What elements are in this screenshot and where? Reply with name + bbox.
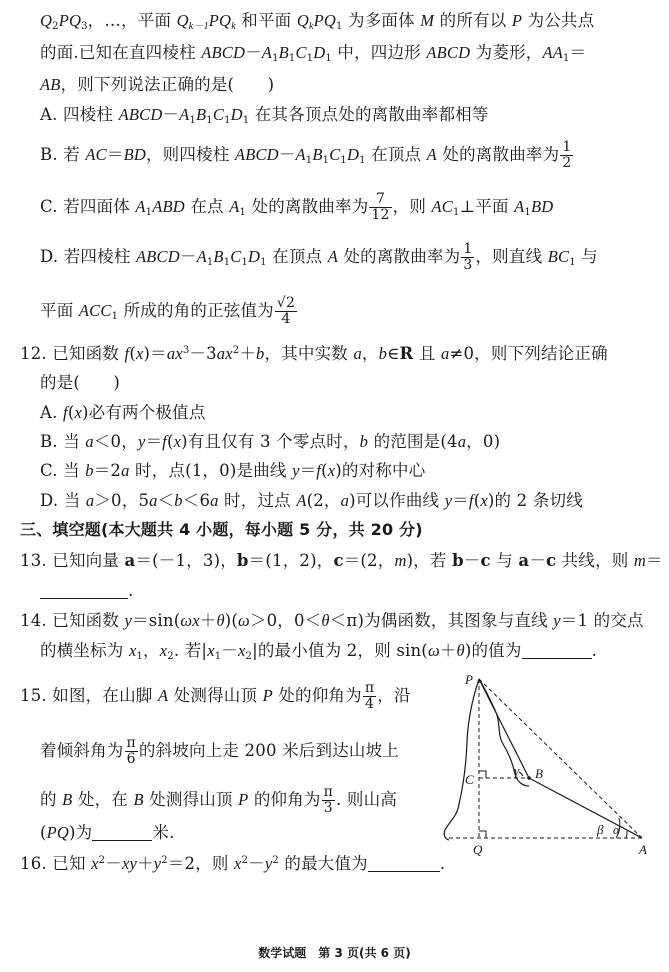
q15-line-4: (PQ)为 米. [40, 823, 175, 842]
right-angle-C [479, 771, 486, 778]
q12-option-c: C. 当 b＝2a 时，点(1，0)是曲线 y＝f(x)的对称中心 [40, 461, 426, 480]
line-PA [479, 679, 642, 838]
q13-line-1: 13. 已知向量 a＝(－1，3)，b＝(1，2)，c＝(2，m)，若 b－c 与 a－c 共线，则 m＝ [20, 551, 663, 570]
label-alpha: α [613, 822, 620, 837]
q12-option-b: B. 当 a＜0，y＝f(x)有且仅有 3 个零点时，b 的范围是(4a，0) [40, 432, 501, 451]
fraction-one-half: $\frac{1}{2}$ [562, 139, 572, 171]
q11-line-1: $Q_2PQ_3$，…，平面 $Q_{k-1}PQ_k$ 和平面 $Q_kPQ_1$ 为多面体 M 的所有以 P 为公共点 [40, 11, 595, 32]
fraction-pi-over-6: $\frac{\pi}{6}$ [126, 735, 136, 767]
q11-option-d-cont: 平面 $ACC_1$ 所成的角的正弦值为 $\frac{√2}{4}$ [40, 295, 296, 327]
fraction-seven-twelfths: $\frac{7}{12}$ [371, 191, 390, 223]
q11-line-2: 的面.已知在直四棱柱 $ABCD-A_1B_1C_1D_1$ 中，四边形 ABCD 为菱形，$AA_1=$ [40, 43, 587, 64]
q15-line-1: 15. 如图，在山脚 A 处测得山顶 P 处的仰角为 $\frac{\pi}{4}$ ，沿 [20, 680, 411, 712]
q12-option-a: A. f(x)必有两个极值点 [40, 403, 206, 422]
mountain-figure [435, 672, 660, 862]
q11-option-b: B. 若 AC＝BD，则四棱柱 $ABCD-A_1B_1C_1D_1$ 在顶点 A 处的离散曲率为 $\frac{1}{2}$ [40, 139, 572, 171]
q13-answer-blank[interactable] [40, 582, 128, 599]
label-Q: Q [473, 842, 483, 857]
label-A: A [639, 842, 647, 857]
label-B: B [535, 766, 543, 781]
q15-answer-blank[interactable] [92, 824, 152, 841]
page-footer: 数学试题 第 3 页(共 6 页) [258, 946, 411, 960]
arc-alpha [626, 831, 627, 838]
q12-option-d: D. 当 a＞0，5a＜b＜6a 时，过点 A(2，a)可以作曲线 y＝f(x)的 2 条切线 [40, 491, 583, 510]
q11-option-a: A. 四棱柱 $ABCD-A_1B_1C_1D_1$ 在其各顶点处的离散曲率都相等 [40, 105, 489, 126]
q16-answer-blank[interactable] [368, 855, 440, 872]
q13-answer-line: . [40, 580, 133, 602]
q11-option-d: D. 若四棱柱 $ABCD-A_1B_1C_1D_1$ 在顶点 A 处的离散曲率为 $\frac{1}{3}$ ，则直线 $BC_1$ 与 [40, 241, 598, 273]
q15-line-2: 着倾斜角为 $\frac{\pi}{6}$ 的斜坡向上走 200 米后到达山坡上 [40, 735, 399, 767]
mountain-outline [444, 679, 479, 840]
q15-line-3: 的 B 处，在 B 处测得山顶 P 的仰角为 $\frac{\pi}{3}$ . 则山高 [40, 784, 398, 816]
fraction-pi-over-4: $\frac{\pi}{4}$ [364, 680, 375, 712]
q14-answer-blank[interactable] [522, 642, 592, 659]
q12-line-2: 的是( ) [40, 373, 121, 392]
label-C: C [465, 772, 474, 787]
point-B [527, 776, 531, 780]
q11-line-3: AB，则下列说法正确的是( ) [40, 75, 275, 94]
section-heading-fill-in: 三、填空题(本大题共 4 小题，每小题 5 分，共 20 分) [20, 520, 423, 539]
fraction-pi-over-3: $\frac{\pi}{3}$ [323, 784, 334, 816]
line-PB [479, 679, 529, 778]
label-gamma: γ [514, 763, 520, 778]
q14-line-1: 14. 已知函数 y＝sin(ωx＋θ)(ω＞0，0＜θ＜π)为偶函数，其图象与直线 y＝1 的交点 [20, 611, 644, 630]
line-BA [529, 778, 642, 838]
q14-line-2: 的横坐标为 $x_1$，$x_2$. 若$|x_1-x_2|$的最小值为 2，则 sin(ω＋θ)的值为 . [40, 641, 598, 662]
label-beta: β [597, 822, 604, 837]
arc-gamma [519, 772, 523, 776]
q11-option-c: C. 若四面体 $A_1ABD$ 在点 $A_1$ 处的离散曲率为 $\frac{7}{12}$ ，则 $AC_1\perp$平面 $A_1BD$ [40, 191, 554, 223]
fraction-root2-over-4: $\frac{√2}{4}$ [276, 295, 296, 327]
label-P: P [465, 672, 473, 687]
right-angle-Q [479, 831, 486, 838]
q12-line-1: 12. 已知函数 $f(x)=ax^3-3ax^2+b$，其中实数 a，b∈R 且 a≠0，则下列结论正确 [20, 344, 608, 363]
fraction-one-third: $\frac{1}{3}$ [463, 241, 473, 273]
q16-line-1: 16. 已知 $x^2-xy+y^2=2$，则 $x^2-y^2$ 的最大值为 . [20, 854, 446, 873]
